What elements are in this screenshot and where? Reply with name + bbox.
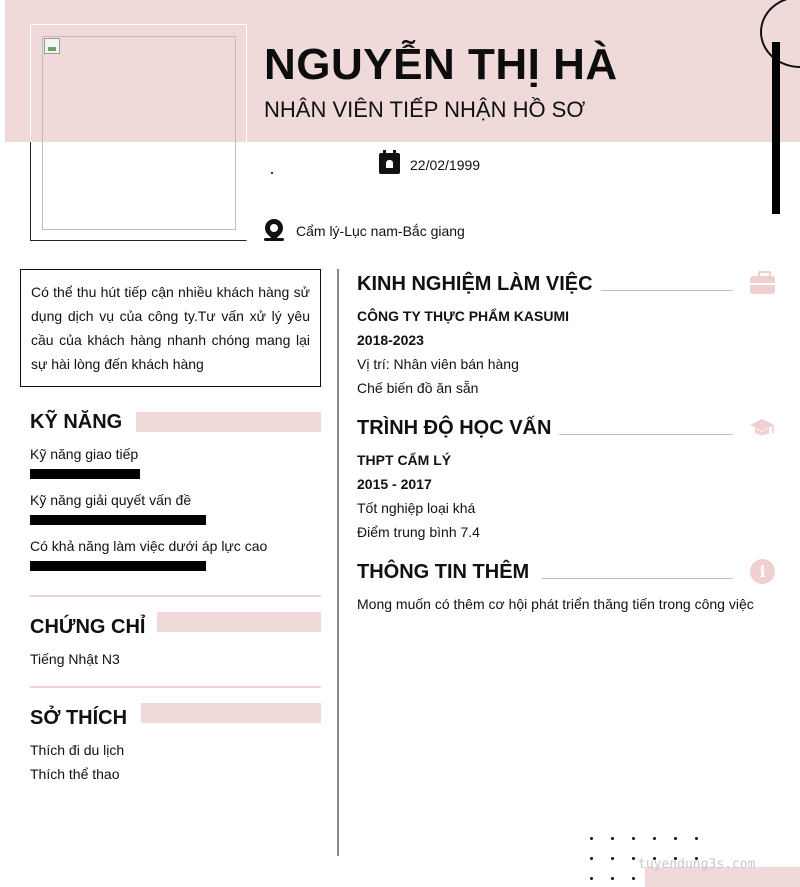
decorative-bar [772, 42, 780, 214]
education-gpa: Điểm trung bình 7.4 [357, 524, 480, 540]
candidate-name: NGUYỄN THỊ HÀ [264, 40, 618, 89]
company-name: CÔNG TY THỰC PHẨM KASUMI [357, 308, 570, 324]
additional-info-title-line [542, 578, 733, 579]
job-title: NHÂN VIÊN TIẾP NHẬN HỒ SƠ [264, 97, 586, 122]
date-of-birth: 22/02/1999 [410, 157, 481, 173]
experience-detail: Chế biến đồ ăn sẵn [357, 380, 479, 396]
certificates-title-bar [157, 612, 321, 632]
decorative-dot [590, 877, 593, 880]
location-pin-icon [261, 215, 286, 240]
decorative-dot [611, 837, 614, 840]
school-name: THPT CẨM LÝ [357, 452, 452, 468]
decorative-dot [611, 877, 614, 880]
decorative-dot [632, 837, 635, 840]
skills-title: KỸ NĂNG [30, 411, 123, 433]
education-title: TRÌNH ĐỘ HỌC VẤN [357, 417, 552, 439]
hobbies-title-bar [141, 703, 321, 723]
experience-title: KINH NGHIỆM LÀM VIỆC [357, 273, 593, 295]
certificates-title: CHỨNG CHỈ [30, 616, 146, 638]
decorative-dot [674, 837, 677, 840]
skill-bar-track [30, 561, 206, 571]
career-objective: Có thể thu hút tiếp cận nhiều khách hàng sử dụng dịch vụ của công ty.Tư vấn xử lý yêu cầu của khách hàng nhanh chóng mang lại sự hài lòng đến khách hàng [20, 269, 321, 387]
stray-dot [271, 172, 273, 174]
decorative-dot [590, 857, 593, 860]
info-icon: i [750, 559, 775, 584]
experience-title-line [601, 290, 733, 291]
decorative-dot [653, 837, 656, 840]
additional-info-title: THÔNG TIN THÊM [357, 561, 530, 583]
skill-bar-track [30, 515, 206, 525]
education-result: Tốt nghiệp loại khá [357, 500, 476, 516]
section-divider [30, 595, 321, 597]
additional-info-text: Mong muốn có thêm cơ hội phát triển thăng tiến trong công việc [357, 596, 754, 612]
decorative-dot [632, 877, 635, 880]
hobby-item: Thích đi du lịch [30, 742, 125, 758]
decorative-dot [611, 857, 614, 860]
experience-position: Vị trí: Nhân viên bán hàng [357, 356, 519, 372]
location-pin-base [264, 238, 284, 241]
address: Cẩm lý-Lục nam-Bắc giang [296, 223, 465, 239]
skill-label: Kỹ năng giao tiếp [30, 446, 139, 462]
education-title-line [559, 434, 733, 435]
education-period: 2015 - 2017 [357, 476, 432, 492]
graduation-cap-icon [749, 418, 775, 438]
skill-label: Có khả năng làm việc dưới áp lực cao [30, 538, 268, 554]
calendar-icon [379, 153, 400, 174]
skill-bar-track [30, 469, 206, 479]
hobby-item: Thích thể thao [30, 766, 120, 782]
skill-bar [30, 469, 140, 479]
experience-period: 2018-2023 [357, 332, 424, 348]
briefcase-icon [750, 276, 775, 294]
watermark: tuyendung3s.com [638, 857, 756, 872]
decorative-dot [632, 857, 635, 860]
broken-image-icon [44, 38, 60, 54]
skills-title-bar [136, 412, 321, 432]
skill-bar [30, 561, 206, 571]
hobbies-title: SỞ THÍCH [30, 707, 128, 729]
certificate-item: Tiếng Nhật N3 [30, 651, 120, 667]
decorative-dot [590, 837, 593, 840]
decorative-dot [695, 837, 698, 840]
skill-bar [30, 515, 206, 525]
section-divider [30, 686, 321, 688]
profile-photo [42, 36, 236, 230]
column-divider [337, 269, 339, 856]
skill-label: Kỹ năng giải quyết vấn đề [30, 492, 192, 508]
